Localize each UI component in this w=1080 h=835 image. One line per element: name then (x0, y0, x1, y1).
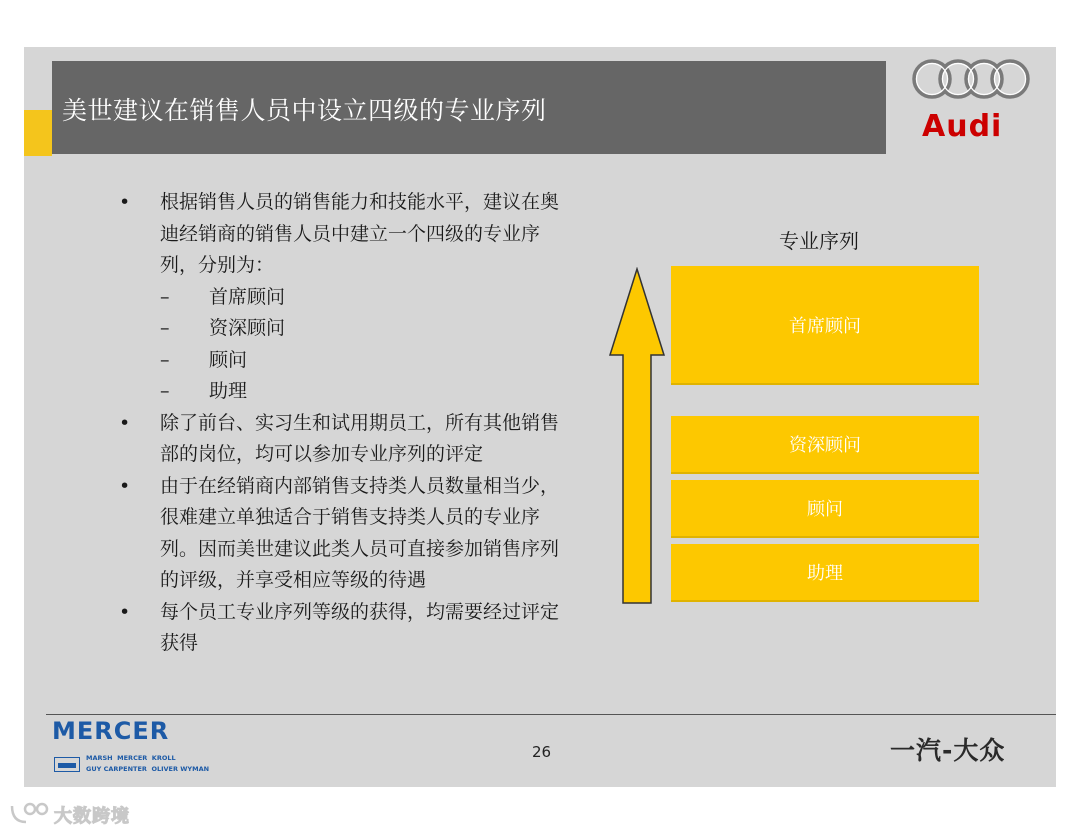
bullet-item (119, 408, 559, 471)
bullet-item (119, 187, 559, 282)
accent-strip (24, 110, 52, 156)
title-bar (52, 61, 886, 154)
page-title: 美世建议在销售人员中设立四级的专业序列 (62, 96, 547, 125)
bullet-marker: • (119, 411, 131, 434)
mmc-logo-icon (54, 757, 80, 772)
mmc-line: GUY CARPENTER OLIVER WYMAN (86, 765, 210, 773)
up-arrow-icon (607, 267, 667, 607)
level-box-consultant (671, 480, 979, 538)
bullet-item (119, 597, 559, 660)
level-box-senior (671, 416, 979, 474)
watermark-text: 大数跨境 (54, 806, 130, 827)
sub-list (119, 282, 559, 408)
mercer-logo: MERCER (52, 717, 170, 745)
sub-marker: – (160, 348, 170, 371)
sub-marker: – (160, 380, 170, 402)
slide (24, 47, 1056, 787)
sub-text: 资深顾问 (209, 317, 286, 339)
audi-wordmark: Audi (922, 109, 1003, 144)
page-number: 26 (532, 743, 552, 761)
sub-marker: – (160, 285, 170, 308)
diagram-title: 专业序列 (779, 229, 859, 253)
level-label: 助理 (807, 563, 843, 584)
sub-text: 首席顾问 (209, 285, 286, 308)
level-label: 资深顾问 (789, 435, 861, 456)
watermark-logo-icon (8, 800, 52, 826)
mmc-companies (86, 753, 209, 775)
level-box-chief (671, 266, 979, 385)
bullet-text: 每个员工专业序列等级的获得，均需要经过评定获得 (160, 600, 560, 654)
level-box-assistant (671, 544, 979, 602)
bullet-list (119, 187, 559, 660)
bullet-text: 由于在经销商内部销售支持类人员数量相当少，很难建立单独适合于销售支持类人员的专业序列。因而美世建议此类人员可直接参加销售序列的评级，并享受相应等级的待遇 (160, 474, 560, 591)
bullet-text: 根据销售人员的销售能力和技能水平，建议在奥迪经销商的销售人员中建立一个四级的专业序列，分别为： (160, 191, 560, 276)
sub-text: 顾问 (209, 348, 248, 371)
bullet-marker: • (119, 191, 131, 213)
sub-item (160, 345, 559, 377)
bullet-marker: • (119, 600, 131, 623)
level-label: 首席顾问 (789, 315, 861, 337)
sub-marker: – (160, 317, 170, 339)
bullet-marker: • (119, 474, 131, 497)
sub-item (160, 313, 559, 345)
sub-item (160, 282, 559, 314)
level-label: 顾问 (807, 499, 843, 520)
mmc-line: MARSH MERCER KROLL (86, 754, 176, 762)
footer-divider (46, 714, 1056, 715)
bullet-text: 除了前台、实习生和试用期员工，所有其他销售部的岗位，均可以参加专业序列的评定 (160, 411, 560, 465)
sub-text: 助理 (209, 380, 248, 402)
faw-vw-logo: 一汽-大众 (890, 736, 1006, 765)
bullet-item (119, 471, 559, 597)
sub-item (160, 376, 559, 408)
